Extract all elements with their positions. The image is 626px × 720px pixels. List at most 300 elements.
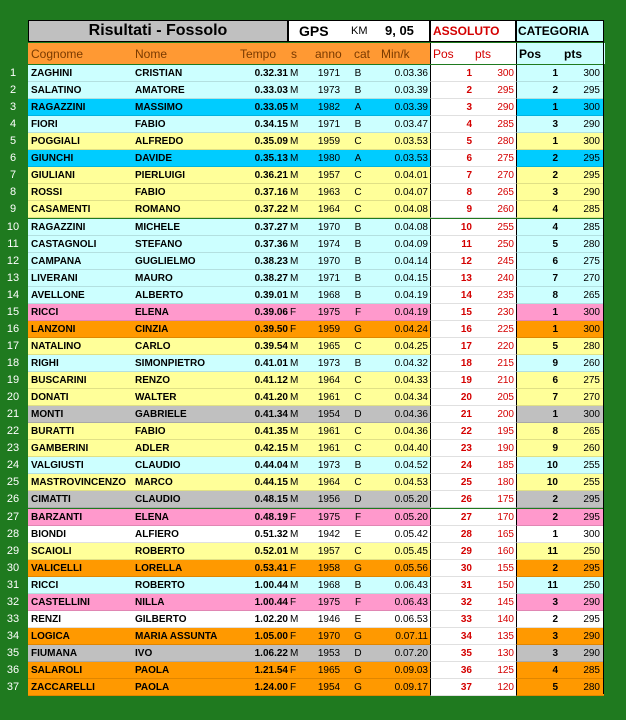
cell-cat: B: [354, 85, 362, 96]
cell-pts: 125: [497, 665, 514, 676]
cell-tempo: 0.42.15: [254, 443, 288, 454]
cell-tempo: 0.41.34: [254, 409, 288, 420]
cell-tempo: 0.33.05: [254, 102, 288, 113]
cell-cat: E: [354, 614, 362, 625]
cell-nome: FABIO: [135, 119, 166, 130]
cell-cat: F: [354, 307, 362, 318]
km-label: KM: [351, 25, 368, 37]
cell-cognome: RIGHI: [31, 358, 59, 369]
cell-cpts: 290: [583, 631, 600, 642]
cell-pos: 11: [461, 239, 472, 250]
cell-pos: 18: [460, 358, 472, 369]
cell-anno: 1971: [317, 119, 341, 130]
cell-cpos: 9: [552, 443, 558, 454]
cell-pts: 130: [497, 648, 514, 659]
table-row: [0, 423, 626, 440]
cell-s: M: [290, 358, 299, 369]
table-row: [0, 543, 626, 560]
cell-pos: 36: [460, 665, 472, 676]
cell-pts: 180: [497, 477, 514, 488]
cell-nome: NILLA: [135, 597, 165, 608]
table-row: [0, 270, 626, 287]
cell-pos: 9: [466, 204, 472, 215]
cell-mk: 0.04.08: [394, 222, 428, 233]
cell-pos: 25: [460, 477, 472, 488]
cell-pts: 245: [497, 256, 514, 267]
cell-pos: 28: [460, 529, 472, 540]
cell-pts: 290: [497, 102, 514, 113]
cell-cognome: FIUMANA: [31, 648, 78, 659]
cell-cpos: 3: [552, 631, 558, 642]
cell-s: F: [290, 307, 297, 318]
km-value: 9, 05: [385, 23, 414, 38]
cell-mk: 0.04.15: [394, 273, 428, 284]
cell-cpos: 1: [552, 136, 558, 147]
cell-cpts: 290: [583, 119, 600, 130]
cell-s: M: [290, 85, 299, 96]
cell-cat: C: [354, 546, 362, 557]
cell-cat: F: [354, 597, 362, 608]
cell-s: M: [290, 529, 299, 540]
cell-tempo: 0.51.32: [254, 529, 288, 540]
cell-tempo: 0.53.41: [254, 563, 288, 574]
cell-cpos: 5: [552, 239, 558, 250]
cell-pts: 155: [497, 563, 514, 574]
row-number: 16: [6, 323, 20, 335]
cell-mk: 0.04.25: [394, 341, 428, 352]
col-pos-cat: Pos: [519, 47, 542, 61]
cell-cpts: 255: [583, 477, 600, 488]
cell-cat: G: [354, 563, 362, 574]
cell-s: M: [290, 341, 299, 352]
cell-tempo: 0.37.27: [254, 222, 288, 233]
cell-anno: 1974: [317, 239, 341, 250]
table-row: [0, 82, 626, 99]
cell-s: M: [290, 119, 299, 130]
row-number: 12: [6, 255, 20, 267]
cell-cpos: 1: [552, 529, 558, 540]
cell-anno: 1961: [317, 426, 341, 437]
cell-cpos: 7: [552, 392, 558, 403]
cell-anno: 1959: [317, 324, 341, 335]
cell-cpos: 11: [547, 580, 558, 591]
cell-cat: C: [354, 443, 362, 454]
cell-pts: 165: [497, 529, 514, 540]
cell-pos: 35: [460, 648, 472, 659]
cell-cpos: 7: [552, 273, 558, 284]
cell-anno: 1942: [317, 529, 341, 540]
cell-pts: 140: [497, 614, 514, 625]
cell-nome: CLAUDIO: [135, 494, 181, 505]
cell-nome: FABIO: [135, 426, 166, 437]
cell-mk: 0.05.42: [394, 529, 428, 540]
table-row: [0, 304, 626, 321]
row-number: 22: [6, 425, 20, 437]
cell-nome: ALFREDO: [135, 136, 184, 147]
row-number: 19: [6, 374, 20, 386]
cell-mk: 0.05.45: [394, 546, 428, 557]
cell-anno: 1961: [317, 443, 341, 454]
cell-pts: 200: [497, 409, 514, 420]
row-number: 21: [6, 408, 20, 420]
cell-pos: 5: [466, 136, 472, 147]
cell-cpts: 260: [583, 358, 600, 369]
row-number: 35: [6, 647, 20, 659]
gps-box: [288, 20, 430, 42]
cell-nome: LORELLA: [135, 563, 183, 574]
cell-s: M: [290, 477, 299, 488]
cell-cognome: SCAIOLI: [31, 546, 72, 557]
cell-tempo: 0.52.01: [254, 546, 288, 557]
cell-mk: 0.04.09: [394, 239, 428, 250]
cell-cognome: RAGAZZINI: [31, 222, 86, 233]
table-row: [0, 662, 626, 679]
cell-nome: WALTER: [135, 392, 177, 403]
cell-pos: 13: [460, 273, 472, 284]
cell-nome: ADLER: [135, 443, 170, 454]
cell-nome: MASSIMO: [135, 102, 183, 113]
cell-cpts: 265: [583, 426, 600, 437]
col-tempo: Tempo: [240, 47, 277, 61]
cell-cat: B: [354, 68, 362, 79]
cell-mk: 0.05.56: [394, 563, 428, 574]
table-row: [0, 236, 626, 253]
cell-cpos: 6: [552, 256, 558, 267]
row-number: 27: [6, 511, 20, 523]
cell-cognome: GAMBERINI: [31, 443, 89, 454]
cell-cognome: GIULIANI: [31, 170, 75, 181]
cell-pts: 240: [497, 273, 514, 284]
cell-cpos: 2: [552, 153, 558, 164]
cell-nome: ROMANO: [135, 204, 181, 215]
cell-tempo: 1.24.00: [254, 682, 288, 693]
cell-cat: C: [354, 392, 362, 403]
cell-cpos: 1: [552, 102, 558, 113]
cell-pos: 15: [460, 307, 472, 318]
cell-nome: RENZO: [135, 375, 170, 386]
cell-cognome: LOGICA: [31, 631, 70, 642]
cell-nome: ALBERTO: [135, 290, 184, 301]
cell-mk: 0.05.20: [394, 512, 428, 523]
table-row: [0, 150, 626, 167]
cell-s: F: [290, 665, 297, 676]
cell-pos: 7: [466, 170, 472, 181]
cell-pts: 170: [497, 512, 514, 523]
cell-pts: 285: [497, 119, 514, 130]
col-minkm: Min/k: [381, 47, 410, 61]
col-pos-ass: Pos: [433, 47, 454, 61]
cell-cognome: GIUNCHI: [31, 153, 74, 164]
cell-nome: CLAUDIO: [135, 460, 181, 471]
cell-pos: 19: [460, 375, 472, 386]
table-row: [0, 99, 626, 116]
row-number: 2: [9, 84, 17, 96]
cell-cat: C: [354, 477, 362, 488]
assoluto-box: [430, 20, 516, 42]
cell-cpos: 3: [552, 119, 558, 130]
table-row: [0, 679, 626, 696]
cell-tempo: 0.39.50: [254, 324, 288, 335]
cell-cpos: 2: [552, 614, 558, 625]
cell-mk: 0.04.07: [394, 187, 428, 198]
cell-nome: CRISTIAN: [135, 68, 183, 79]
cell-cat: G: [354, 682, 362, 693]
cell-tempo: 0.41.01: [254, 358, 288, 369]
cell-mk: 0.03.53: [394, 136, 428, 147]
row-number: 10: [6, 221, 20, 233]
cell-mk: 0.04.36: [394, 426, 428, 437]
cell-mk: 0.04.08: [394, 204, 428, 215]
cell-anno: 1980: [317, 153, 341, 164]
cell-cognome: RICCI: [31, 307, 59, 318]
cell-pts: 135: [497, 631, 514, 642]
cell-anno: 1975: [317, 597, 341, 608]
cell-anno: 1961: [317, 392, 341, 403]
cell-cognome: BARZANTI: [31, 512, 83, 523]
cell-cpts: 300: [583, 102, 600, 113]
cell-s: M: [290, 204, 299, 215]
cell-cpos: 5: [552, 682, 558, 693]
cell-anno: 1964: [317, 477, 341, 488]
cell-tempo: 1.00.44: [254, 597, 288, 608]
cell-mk: 0.04.19: [394, 307, 428, 318]
cell-cpts: 285: [583, 665, 600, 676]
cell-nome: ELENA: [135, 512, 169, 523]
cell-pos: 24: [460, 460, 472, 471]
cell-cognome: DONATI: [31, 392, 69, 403]
cell-cognome: FIORI: [31, 119, 58, 130]
cell-pos: 27: [460, 512, 472, 523]
cell-tempo: 0.41.20: [254, 392, 288, 403]
cell-cognome: AVELLONE: [31, 290, 85, 301]
cell-tempo: 1.06.22: [254, 648, 288, 659]
cell-cpts: 295: [583, 614, 600, 625]
row-number: 4: [9, 118, 17, 130]
cell-tempo: 1.21.54: [254, 665, 288, 676]
cell-anno: 1982: [317, 102, 341, 113]
table-row: [0, 167, 626, 184]
cell-pos: 30: [460, 563, 472, 574]
cell-pts: 225: [497, 324, 514, 335]
cell-pts: 230: [497, 307, 514, 318]
cell-cpts: 295: [583, 85, 600, 96]
cell-tempo: 0.37.22: [254, 204, 288, 215]
table-row: [0, 491, 626, 508]
table-row: [0, 526, 626, 543]
cell-cpos: 6: [552, 375, 558, 386]
cell-anno: 1964: [317, 375, 341, 386]
table-row: [0, 116, 626, 133]
cell-cognome: BIONDI: [31, 529, 66, 540]
cell-mk: 0.06.43: [394, 580, 428, 591]
cell-cognome: ZAGHINI: [31, 68, 73, 79]
cell-cat: D: [354, 409, 362, 420]
cell-cpts: 300: [583, 307, 600, 318]
cell-mk: 0.05.20: [394, 494, 428, 505]
table-row: [0, 594, 626, 611]
cell-cpos: 1: [552, 409, 558, 420]
table-row: [0, 389, 626, 406]
cell-pts: 150: [497, 580, 514, 591]
cell-mk: 0.03.39: [394, 102, 428, 113]
cell-cat: B: [354, 358, 362, 369]
cell-anno: 1973: [317, 460, 341, 471]
cell-anno: 1968: [317, 580, 341, 591]
cell-cat: B: [354, 239, 362, 250]
cell-anno: 1970: [317, 256, 341, 267]
row-number: 25: [6, 476, 20, 488]
cell-nome: PIERLUIGI: [135, 170, 186, 181]
row-number: 9: [9, 203, 17, 215]
cell-anno: 1957: [317, 170, 341, 181]
cell-tempo: 1.00.44: [254, 580, 288, 591]
cell-pts: 235: [497, 290, 514, 301]
cell-pts: 265: [497, 187, 514, 198]
cell-s: M: [290, 273, 299, 284]
row-number: 1: [9, 67, 17, 79]
cell-cpts: 300: [583, 68, 600, 79]
cell-anno: 1975: [317, 307, 341, 318]
cell-pts: 260: [497, 204, 514, 215]
cell-cat: C: [354, 170, 362, 181]
table-row: [0, 372, 626, 389]
cell-cpos: 2: [552, 170, 558, 181]
cell-pos: 34: [460, 631, 472, 642]
cell-anno: 1971: [317, 68, 341, 79]
cell-cpts: 295: [583, 153, 600, 164]
cell-cat: D: [354, 494, 362, 505]
categoria-box: [516, 20, 604, 42]
cell-mk: 0.03.39: [394, 85, 428, 96]
cell-cpts: 285: [583, 204, 600, 215]
cell-s: M: [290, 546, 299, 557]
cell-s: M: [290, 375, 299, 386]
cell-nome: DAVIDE: [135, 153, 173, 164]
cell-cpos: 2: [552, 563, 558, 574]
cell-mk: 0.03.47: [394, 119, 428, 130]
cell-cognome: CASTAGNOLI: [31, 239, 97, 250]
cell-cat: C: [354, 204, 362, 215]
cell-anno: 1953: [317, 648, 341, 659]
cell-mk: 0.06.43: [394, 597, 428, 608]
cell-cognome: CAMPANA: [31, 256, 82, 267]
row-number: 18: [6, 357, 20, 369]
cell-mk: 0.03.53: [394, 153, 428, 164]
cell-cpts: 295: [583, 170, 600, 181]
cell-tempo: 0.36.21: [254, 170, 288, 181]
cell-mk: 0.04.36: [394, 409, 428, 420]
cell-pos: 3: [466, 102, 472, 113]
cell-cognome: MONTI: [31, 409, 64, 420]
cell-s: M: [290, 239, 299, 250]
cell-tempo: 0.34.15: [254, 119, 288, 130]
cell-pts: 295: [497, 85, 514, 96]
row-number: 32: [6, 596, 20, 608]
cell-nome: STEFANO: [135, 239, 183, 250]
col-cognome: Cognome: [31, 47, 84, 61]
cell-cpts: 290: [583, 648, 600, 659]
cell-cognome: BURATTI: [31, 426, 75, 437]
cell-pos: 12: [460, 256, 472, 267]
cell-tempo: 0.33.03: [254, 85, 288, 96]
cell-s: F: [290, 563, 297, 574]
cell-cognome: RENZI: [31, 614, 61, 625]
cell-nome: GABRIELE: [135, 409, 187, 420]
cell-cat: C: [354, 426, 362, 437]
table-row: [0, 457, 626, 474]
row-number: 14: [6, 289, 20, 301]
row-number: 23: [6, 442, 20, 454]
cell-cat: A: [354, 102, 362, 113]
cell-cat: C: [354, 341, 362, 352]
cell-mk: 0.04.24: [394, 324, 428, 335]
table-row: [0, 321, 626, 338]
cell-mk: 0.04.53: [394, 477, 428, 488]
cell-cpts: 255: [583, 460, 600, 471]
cell-pts: 280: [497, 136, 514, 147]
cell-s: M: [290, 136, 299, 147]
cell-pts: 145: [497, 597, 514, 608]
cell-tempo: 0.48.15: [254, 494, 288, 505]
cell-mk: 0.04.19: [394, 290, 428, 301]
cell-cognome: SALATINO: [31, 85, 82, 96]
cell-cat: A: [354, 153, 362, 164]
cell-mk: 0.04.33: [394, 375, 428, 386]
cell-anno: 1965: [317, 341, 341, 352]
cell-cat: C: [354, 375, 362, 386]
cell-pts: 190: [497, 443, 514, 454]
cell-cpos: 2: [552, 494, 558, 505]
cell-s: M: [290, 409, 299, 420]
row-number: 7: [9, 169, 17, 181]
row-number: 6: [9, 152, 17, 164]
cell-pts: 250: [497, 239, 514, 250]
table-row: [0, 184, 626, 201]
page-title: Risultati - Fossolo: [28, 20, 288, 42]
table-row: [0, 406, 626, 423]
gps-label: GPS: [299, 23, 329, 39]
cell-pos: 6: [466, 153, 472, 164]
cell-cpts: 270: [583, 273, 600, 284]
cell-s: M: [290, 392, 299, 403]
cell-tempo: 0.37.36: [254, 239, 288, 250]
cell-anno: 1954: [317, 682, 341, 693]
cell-cat: G: [354, 665, 362, 676]
cell-tempo: 0.48.19: [254, 512, 288, 523]
cell-s: M: [290, 494, 299, 505]
cell-cpts: 275: [583, 375, 600, 386]
cell-cat: G: [354, 324, 362, 335]
cell-pos: 10: [460, 222, 472, 233]
cell-tempo: 0.38.23: [254, 256, 288, 267]
table-row: [0, 133, 626, 150]
cell-cpos: 2: [552, 512, 558, 523]
cell-anno: 1973: [317, 358, 341, 369]
cell-cognome: LANZONI: [31, 324, 76, 335]
row-number: 13: [6, 272, 20, 284]
cell-nome: FABIO: [135, 187, 166, 198]
cell-mk: 0.04.32: [394, 358, 428, 369]
cell-s: M: [290, 170, 299, 181]
cell-cognome: NATALINO: [31, 341, 82, 352]
table-row: [0, 440, 626, 457]
cell-pos: 17: [460, 341, 472, 352]
cell-tempo: 0.38.27: [254, 273, 288, 284]
cell-nome: GUGLIELMO: [135, 256, 196, 267]
cell-cpos: 5: [552, 341, 558, 352]
cell-cpts: 295: [583, 563, 600, 574]
cell-cat: B: [354, 119, 362, 130]
